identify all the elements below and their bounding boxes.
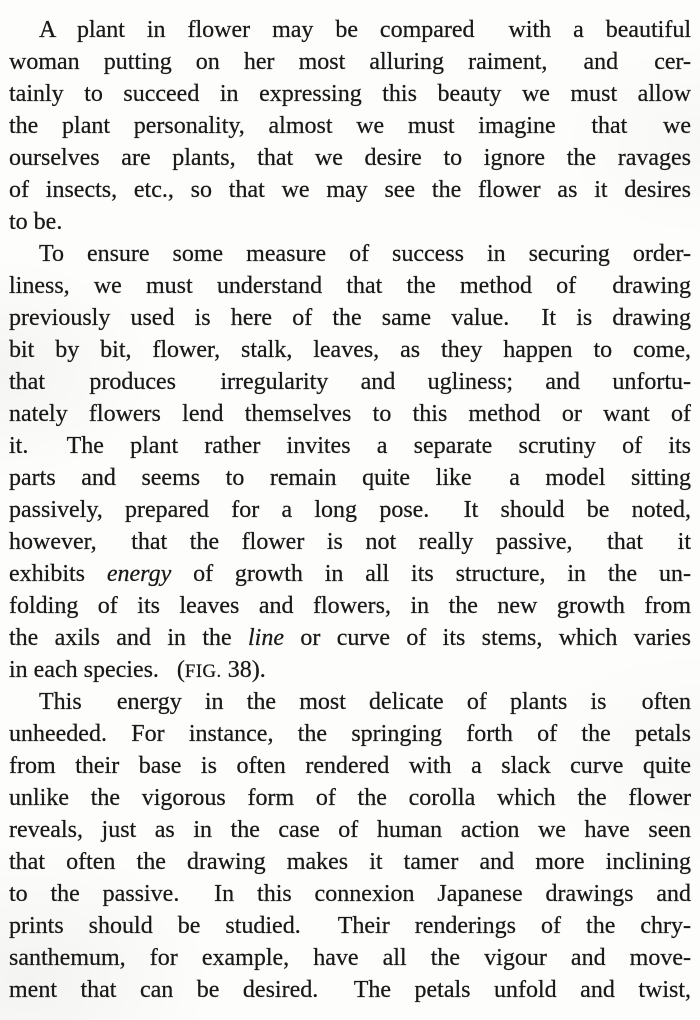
text-line: prints should be studied. Their renderings of the chry- xyxy=(9,913,691,939)
text-line: bit by bit, flower, stalk, leaves, as they happen to come, xyxy=(9,337,691,363)
italic-word: line xyxy=(248,625,285,651)
text-line: it. The plant rather invites a separate scrutiny of its xyxy=(9,433,691,459)
paragraph xyxy=(9,686,691,1006)
text-line: nately flowers lend themselves to this method or want of xyxy=(9,401,691,427)
text-line: A plant in flower may be compared with a beautiful xyxy=(39,17,691,43)
text-line: parts and seems to remain quite like a model sitting xyxy=(9,465,691,491)
italic-word: energy xyxy=(106,561,172,587)
text-line: previously used is here of the same value. It is drawing xyxy=(9,305,691,331)
text-line: the plant personality, almost we must imagine that we xyxy=(9,113,691,139)
text-column xyxy=(9,14,691,1006)
text-line: that often the drawing makes it tamer and more inclining xyxy=(9,849,691,875)
text-line: exhibits energy of growth in all its structure, in the un- xyxy=(9,561,691,587)
text-line: to be. xyxy=(9,209,63,235)
paragraph xyxy=(9,238,691,686)
text-line: reveals, just as in the case of human action we have seen xyxy=(9,817,691,843)
text-line: woman putting on her most alluring raiment, and cer- xyxy=(9,49,691,75)
small-caps-figure-label: FIG. xyxy=(184,661,222,682)
text-line: tainly to succeed in expressing this beauty we must allow xyxy=(9,81,691,107)
text-line: to the passive. In this connexion Japanese drawings and xyxy=(9,881,691,907)
text-line: passively, prepared for a long pose. It should be noted, xyxy=(9,497,691,523)
text-line: To ensure some measure of success in securing order- xyxy=(39,241,691,267)
text-line: in each species. (FIG. 38). xyxy=(9,657,266,683)
text-line: unheeded. For instance, the springing forth of the petals xyxy=(9,721,691,747)
text-line: ment that can be desired. The petals unfold and twist, xyxy=(9,977,691,1003)
text-line: folding of its leaves and flowers, in the new growth from xyxy=(9,593,691,619)
text-line: unlike the vigorous form of the corolla which the flower xyxy=(9,785,691,811)
text-line: santhemum, for example, have all the vigour and move- xyxy=(9,945,691,971)
paragraph xyxy=(9,14,691,238)
text-line: however, that the flower is not really passive, that it xyxy=(9,529,691,555)
text-line: ourselves are plants, that we desire to ignore the ravages xyxy=(9,145,691,171)
text-line: of insects, etc., so that we may see the flower as it desires xyxy=(9,177,691,203)
text-line: This energy in the most delicate of plants is often xyxy=(39,689,691,715)
text-line: that produces irregularity and ugliness; and unfortu- xyxy=(9,369,691,395)
text-line: from their base is often rendered with a slack curve quite xyxy=(9,753,691,779)
text-line: liness, we must understand that the method of drawing xyxy=(9,273,691,299)
text-line: the axils and in the line or curve of its stems, which varies xyxy=(9,625,691,651)
